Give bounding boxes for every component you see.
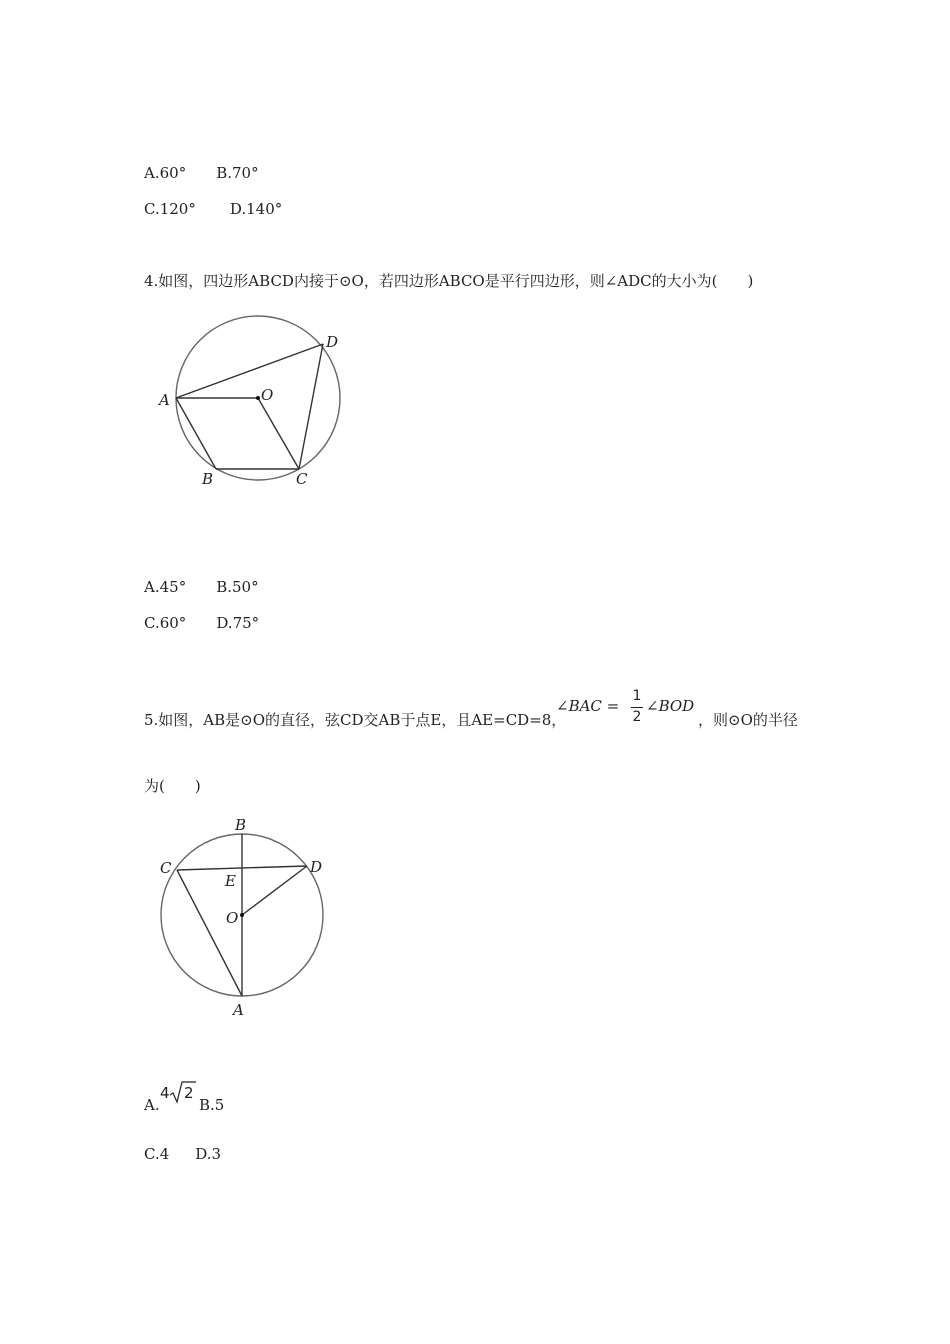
q4-option-c: C.60° xyxy=(144,614,187,632)
q5-option-c: C.4 xyxy=(144,1145,170,1163)
q5-formula-rhs: ∠BOD xyxy=(646,697,695,715)
q4-option-d: D.75° xyxy=(216,614,260,632)
q4-label-o: O xyxy=(261,386,274,404)
q5-option-a-prefix: A. xyxy=(144,1096,160,1114)
q5-option-a-coef: 4 xyxy=(160,1084,170,1102)
q5-option-a-radical-sign xyxy=(0,0,40,30)
q5-options-row2 xyxy=(144,1145,221,1163)
q5-formula-lhs: ∠BAC = xyxy=(556,697,620,715)
q4-stem: 4.如图，四边形ABCD内接于⊙O，若四边形ABCO是平行四边形，则∠ADC的大小为( ) xyxy=(144,272,754,290)
q4-label-d: D xyxy=(326,333,339,351)
q5-option-a-radicand: 2 xyxy=(184,1084,194,1102)
q5-center-dot xyxy=(240,913,244,917)
q5-segment-od xyxy=(242,866,307,915)
q4-option-a: A.45° xyxy=(144,578,187,596)
q4-option-b: B.50° xyxy=(216,578,259,596)
q5-label-d: D xyxy=(310,858,323,876)
q3-option-d: D.140° xyxy=(229,200,283,218)
q5-formula-numerator: 1 xyxy=(632,688,642,704)
q4-label-b: B xyxy=(202,470,214,488)
q5-stem-before: 5.如图，AB是⊙O的直径，弦CD交AB于点E，且AE=CD=8， xyxy=(144,711,567,729)
q5-label-b: B xyxy=(235,816,247,834)
q5-option-b: B.5 xyxy=(199,1096,225,1114)
q5-option-d: D.3 xyxy=(195,1145,222,1163)
q5-label-a: A xyxy=(233,1001,244,1019)
q5-label-o: O xyxy=(226,909,239,927)
q3-option-a: A.60° xyxy=(144,164,187,182)
q3-option-c: C.120° xyxy=(144,200,196,218)
q5-label-c: C xyxy=(160,859,172,877)
q5-stem-line2: 为( ) xyxy=(144,777,201,795)
q5-label-e: E xyxy=(225,872,236,890)
q4-label-c: C xyxy=(296,470,308,488)
q5-stem-after: ，则⊙O的半径 xyxy=(698,711,798,729)
q3-option-b: B.70° xyxy=(216,164,259,182)
q4-label-a: A xyxy=(159,391,170,409)
q5-formula-denominator: 2 xyxy=(632,709,642,725)
